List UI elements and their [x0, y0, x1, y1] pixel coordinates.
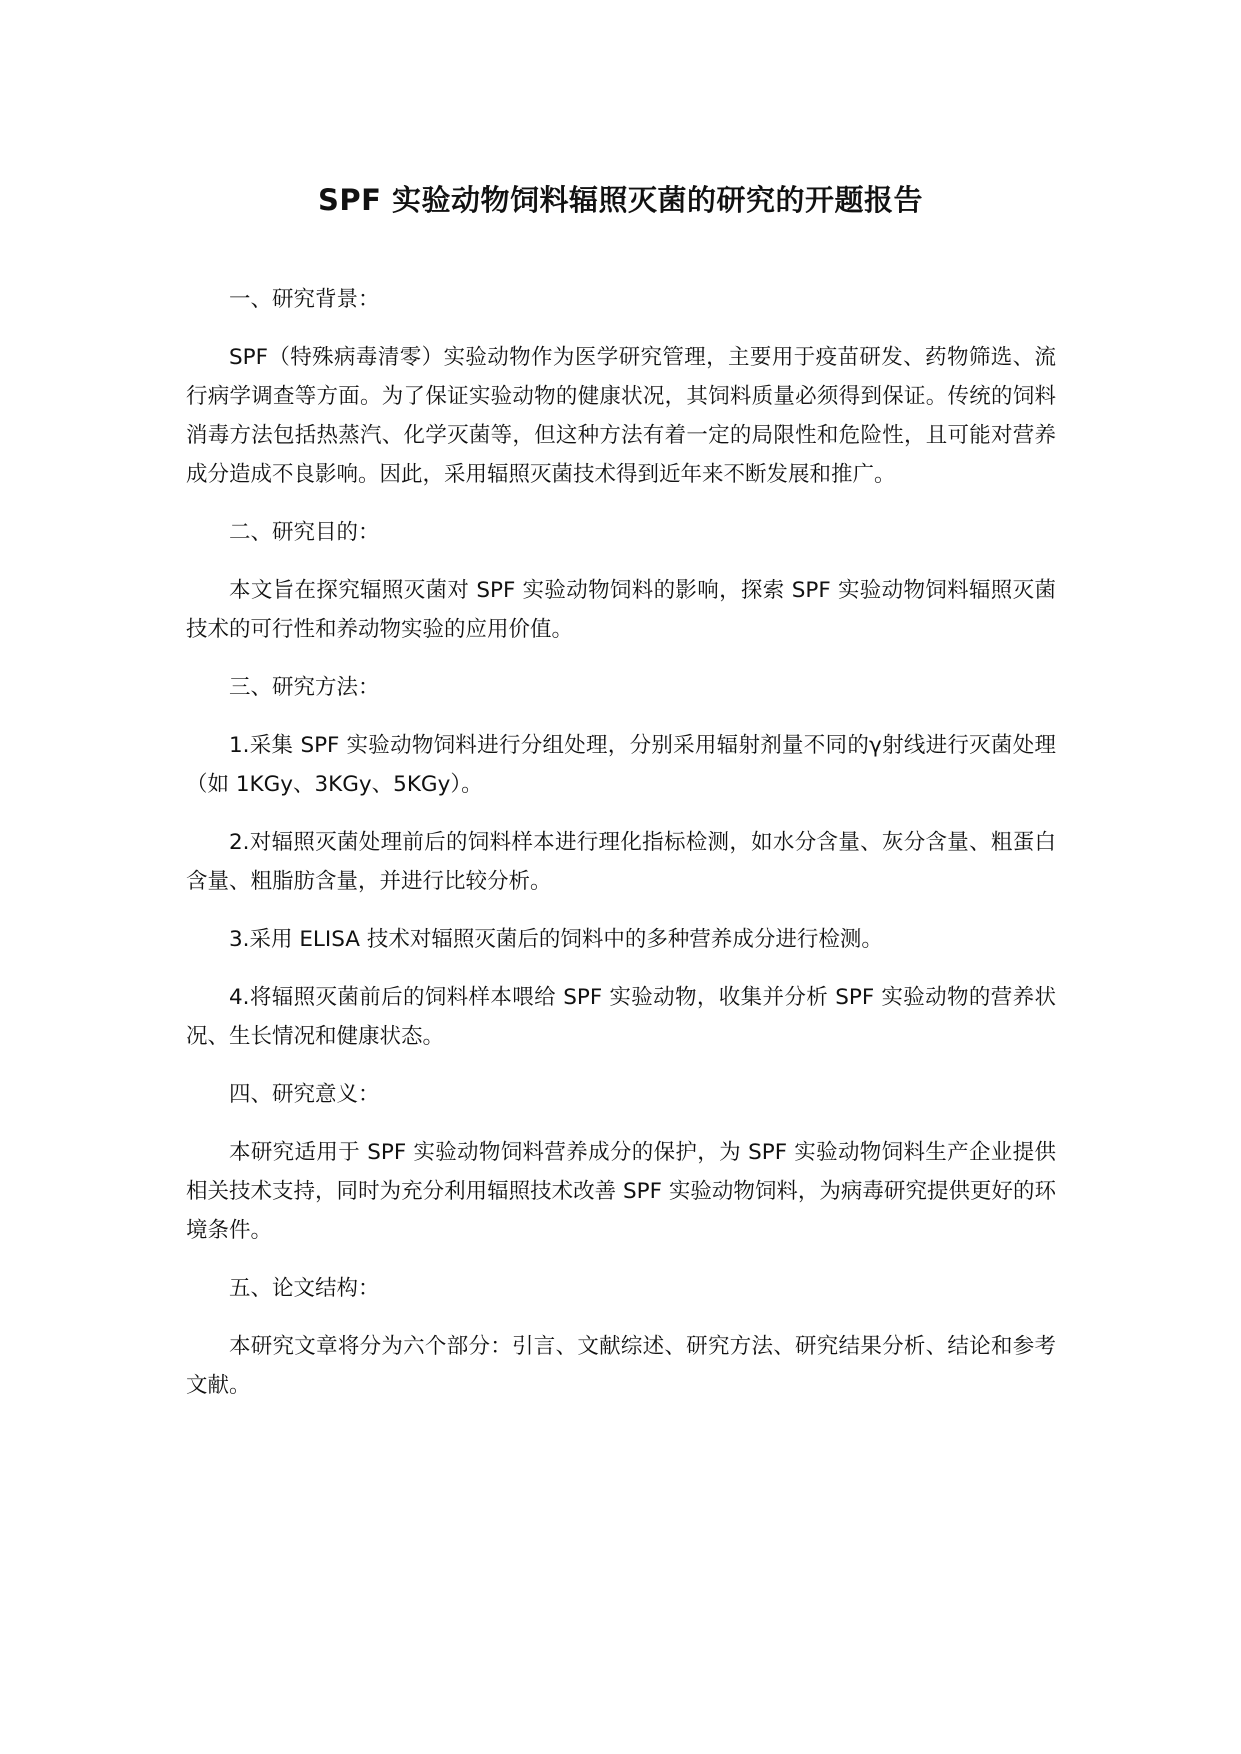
- method-item: 2.对辐照灭菌处理前后的饲料样本进行理化指标检测，如水分含量、灰分含量、粗蛋白含量、粗脂肪含量，并进行比较分析。: [186, 830, 1056, 894]
- method-item: 1.采集 SPF 实验动物饲料进行分组处理，分别采用辐射剂量不同的γ射线进行灭菌处理（如 1KGy、3KGy、5KGy）。: [186, 733, 1056, 797]
- document-body: [186, 280, 1056, 1424]
- section-heading-background: 一、研究背景：: [229, 287, 380, 312]
- section-heading-methods: 三、研究方法：: [229, 675, 380, 700]
- section-paragraph: 本研究适用于 SPF 实验动物饲料营养成分的保护，为 SPF 实验动物饲料生产企业提供相关技术支持，同时为充分利用辐照技术改善 SPF 实验动物饲料，为病毒研究提供更好的环境条件。: [186, 1140, 1056, 1243]
- method-item: 4.将辐照灭菌前后的饲料样本喂给 SPF 实验动物，收集并分析 SPF 实验动物的营养状况、生长情况和健康状态。: [186, 985, 1056, 1049]
- section-heading-structure: 五、论文结构：: [229, 1276, 380, 1301]
- section-paragraph: SPF（特殊病毒清零）实验动物作为医学研究管理，主要用于疫苗研发、药物筛选、流行病学调查等方面。为了保证实验动物的健康状况，其饲料质量必须得到保证。传统的饲料消毒方法包括热蒸汽、化学灭菌等，但这种方法有着一定的局限性和危险性，且可能对营养成分造成不良影响。因此，采用辐照灭菌技术得到近年来不断发展和推广。: [186, 345, 1056, 487]
- section-paragraph: 本文旨在探究辐照灭菌对 SPF 实验动物饲料的影响，探索 SPF 实验动物饲料辐照灭菌技术的可行性和养动物实验的应用价值。: [186, 578, 1056, 642]
- section-paragraph: 本研究文章将分为六个部分：引言、文献综述、研究方法、研究结果分析、结论和参考文献。: [186, 1334, 1056, 1398]
- section-heading-purpose: 二、研究目的：: [229, 520, 380, 545]
- section-heading-significance: 四、研究意义：: [229, 1082, 380, 1107]
- document-title: SPF 实验动物饲料辐照灭菌的研究的开题报告: [317, 183, 924, 217]
- method-item: 3.采用 ELISA 技术对辐照灭菌后的饲料中的多种营养成分进行检测。: [229, 927, 883, 952]
